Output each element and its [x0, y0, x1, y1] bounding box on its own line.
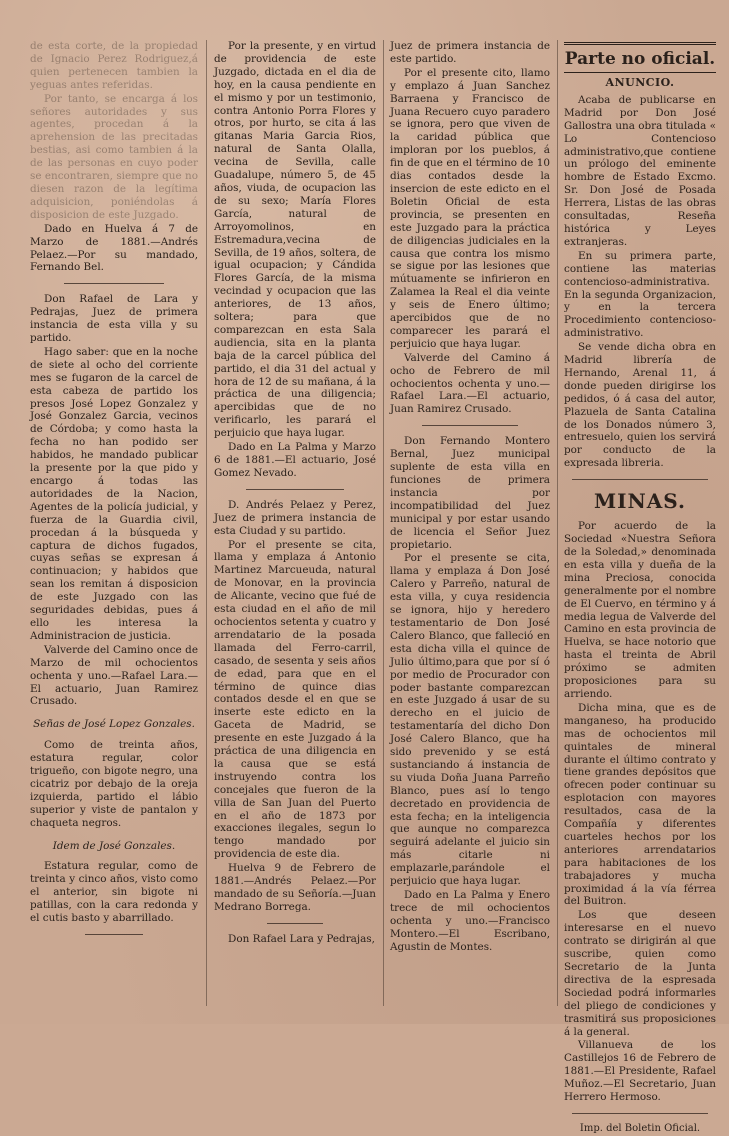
separator-rule	[64, 283, 165, 284]
column-divider	[557, 40, 558, 1006]
paragraph: En su primera parte, contiene las materias contencioso-administrativa. En la segunda Organizacion, y en la tercera Procedimiento contencioso-administrativo.	[564, 249, 716, 340]
separator-rule	[85, 934, 144, 935]
separator-rule	[246, 489, 343, 490]
column-divider	[383, 40, 384, 1006]
paragraph: Valverde del Camino á ocho de Febrero de mil ochocientos ochenta y uno.—Rafael Lara.—El actuario, Juan Ramirez Crusado.	[390, 351, 550, 416]
paragraph: Dicha mina, que es de manganeso, ha producido mas de ochocientos mil quintales de mineral durante el último contrato y tiene grandes depósitos que ofrecen poder continuar su esplotacion con mayores resultados, casa de la Compañía y diferentes cuarteles hechos por los anteriores arrendatarios para habitaciones de los trabajadores y mucha proximidad á la vía férrea del Buitron.	[564, 701, 716, 908]
paragraph: Juez de primera instancia de este partido.	[390, 40, 550, 65]
anuncio-heading: ANUNCIO.	[605, 76, 675, 89]
paragraph: Estatura regular, como de treinta y cinco años, visto como el anterior, sin bigote ni patillas, con la cara redonda y el cutis basto y abarrillado.	[30, 860, 198, 925]
paragraph: Los que deseen interesarse en el nuevo contrato se dirigirán al que suscribe, quien como Secretario de la Junta directiva de la espresada Sociedad podrá informarles del pliego de condiciones y trasmitirá sus proposiciones á la general.	[564, 909, 716, 1038]
subheading: Señas de José Lopez Gonzales.	[33, 718, 195, 731]
paragraph: Huelva 9 de Febrero de 1881.—Andrés Pelaez.—Por mandado de su Señoría.—Juan Medrano Borrega.	[214, 862, 376, 913]
paragraph: Por el presente se cita, llama y emplaza á Don José Calero y Parreño, natural de esta villa, y cuya residencia se ignora, hijo y heredero testamentario de Don José Calero Blanco, que falleció en esta dicha villa el quince de Julio último,para que por sí ó por medio de Procurador con poder bastante comparezcan en este Juzgado á usar de su derecho en el juicio de testamentaría del dicho Don José Calero Blanco, que ha sido prevenido y se está sustanciando á instancia de su viuda Doña Juana Parreño Blanco, pues así lo tengo decretado en providencia de esta fecha; en la inteligencia que aunque no comparezca seguirá adelante el juicio sin más citarle ni emplazarle,parándole el perjuicio que haya lugar.	[390, 552, 550, 888]
paragraph: de esta corte, de la propiedad de Ignacio Perez Rodriguez,á quien pertenecen tambien la yeguas antes referidas.	[30, 40, 198, 91]
paragraph: D. Andrés Pelaez y Perez, Juez de primera instancia de esta Ciudad y su partido.	[214, 498, 376, 537]
printer-imprint: Imp. del Boletin Oficial.	[579, 1122, 701, 1134]
separator-rule	[267, 923, 324, 924]
column-4	[564, 40, 717, 1134]
column-2	[214, 40, 376, 1012]
paragraph: Valverde del Camino once de Marzo de mil ochocientos ochenta y uno.—Rafael Lara.—El actuario, Juan Ramirez Crusado.	[30, 643, 198, 708]
minas-heading: MINAS.	[594, 489, 686, 514]
paragraph: Por tanto, se encarga á los señores autoridades y sus agentes, procedan á la aprehension de las precitadas bestias, asi como tambien á la de las personas en cuyo poder se encontraren, siempre que no diesen razon de la legítima adquisicion, poniéndolas á disposicion de este Juzgado.	[30, 92, 198, 221]
paragraph: Dado en Huelva á 7 de Marzo de 1881.—Andrés Pelaez.—Por su mandado, Fernando Bel.	[30, 222, 198, 274]
paragraph: Dado en La Palma y Marzo 6 de 1881.—El actuario, José Gomez Nevado.	[214, 441, 376, 479]
paragraph: Por el presente cito, llamo y emplazo á Juan Sanchez Barraena y Francisco de Juana Recuero cuyo paradero se ignora, pero que viven de la caridad pública que imploran por los pueblos, á fin de que en el término de 10 dias contados desde la insercion de este edicto en el Boletin Oficial de esta provincia, se presenten en este Juzgado para la práctica de diligencias judiciales en la causa que contra los mismo se sigue por las lesiones que mútuamente se infirieron en Zalamea la Real el dia veinte y seis de Enero último; apercibidos que de no comparecer les parará el perjuicio que haya lugar.	[390, 66, 550, 350]
paragraph: Por la presente, y en virtud de providencia de este Juzgado, dictada en el dia de hoy, en la causa pendiente en el mismo y por un testimonio, contra Antonio Porra Flores y otros, por hurto, se cita á las gitanas Maria Garcia Rios, natural de Santa Olalla, vecina de Sevilla, calle Guadalupe, número 5, de 45 años, viuda, de ocupacion las de su sexo; María Flores García, natural de Arroyomolinos, en Estremadura,vecina de Sevilla, de 19 años, soltera, de igual ocupacion; y Cándida Flores García, de la misma vecindad y ocupacion que las anteriores, de 13 años, soltera; para que comparezcan en esta Sala audiencia, sita en la planta baja de la carcel pública del partido, el dia 31 del actual y hora de 12 de su mañana, á la práctica de una diligencia; apercibidas que de no verificarlo, les parará el perjuicio que haya lugar.	[214, 40, 376, 440]
section-heading: Parte no oficial.	[564, 42, 716, 73]
separator-rule	[572, 479, 709, 480]
paragraph: Don Rafael Lara y Pedrajas,	[228, 932, 375, 945]
column-3	[390, 40, 550, 1012]
paragraph: Como de treinta años, estatura regular, color trigueño, con bigote negro, una cicatriz por debajo de la oreja izquierda, partido el lábio superior y viste de pantalon y chaqueta negros.	[30, 739, 198, 829]
paragraph: Hago saber: que en la noche de siete al ocho del corriente mes se fugaron de la carcel de esta cabeza de partido los presos José Lopez Gonzalez y José Gonzalez Garcia, vecinos de Córdoba; y como hasta la fecha no han podido ser habidos, he mandado publicar la presente por la que pido y encargo á todas las autoridades de la Nacion, Agentes de la policía judicial, y fuerza de la Guardia civil, procedan á la búsqueda y captura de dichos fugados, cuyas señas se expresan á continuacion; y habidos que sean los remitan á disposicion de este Juzgado con las seguridades debidas, pues á ello les interesa la Administracion de justicia.	[30, 345, 198, 642]
subheading: Idem de José Gonzales.	[52, 839, 176, 852]
paragraph: Don Rafael de Lara y Pedrajas, Juez de primera instancia de esta villa y su partido.	[30, 293, 198, 345]
separator-rule	[572, 1113, 709, 1114]
column-divider	[206, 40, 207, 1006]
paragraph: Villanueva de los Castillejos 16 de Febrero de 1881.—El Presidente, Rafael Muñoz.—El Secretario, Juan Herrero Hermoso.	[564, 1039, 716, 1104]
paragraph: Acaba de publicarse en Madrid por Don José Gallostra una obra titulada « Lo Contencioso administrativo,que contiene un prólogo del eminente hombre de Estado Excmo. Sr. Don José de Posada Herrera, Listas de las obras consultadas, Reseña histórica y Leyes extranjeras.	[564, 93, 717, 248]
column-1	[30, 40, 198, 1012]
paragraph: Don Fernando Montero Bernal, Juez municipal suplente de esta villa en funciones de primera instancia por incompatibilidad del Juez municipal y por estar usando de licencia el Señor Juez propietario.	[390, 435, 550, 551]
paragraph: Se vende dicha obra en Madrid librería de Hernando, Arenal 11, á donde pueden dirigirse los pedidos, ó á casa del autor, Plazuela de Santa Catalina de los Donados número 3, entresuelo, quien los servirá por conducto de la expresada libreria.	[564, 341, 716, 470]
separator-rule	[422, 425, 518, 426]
paragraph: Por el presente se cita, llama y emplaza á Antonio Martinez Marcueuda, natural de Monovar, en la provincia de Alicante, vecino que fué de esta ciudad en el año de mil ochocientos setenta y cuatro y arrendatario de la posada llamada del Ferro-carril, casado, de sesenta y seis años de edad, para que en el término de quince dias contados desde el en que se inserte este edicto en la Gaceta de Madrid, se presente en este Juzgado á la práctica de una diligencia en la causa que se está instruyendo contra los concejales que fueron de la villa de San Juan del Puerto en el año de 1873 por exacciones ilegales, segun lo tengo mandado por providencia de este dia.	[214, 538, 376, 861]
paragraph: Por acuerdo de la Sociedad «Nuestra Señora de la Soledad,» denominada en esta villa y dueña de la mina Preciosa, conocida generalmente por el nombre de El Cuervo, en término y á media legua de Valverde del Camino en esta provincia de Huelva, se hace notorio que hasta el treinta de Abril próximo se admiten proposiciones para su arriendo.	[564, 520, 716, 700]
paragraph: Dado en La Palma y Enero trece de mil ochocientos ochenta y uno.—Francisco Montero.—El Escribano, Agustin de Montes.	[390, 889, 550, 953]
